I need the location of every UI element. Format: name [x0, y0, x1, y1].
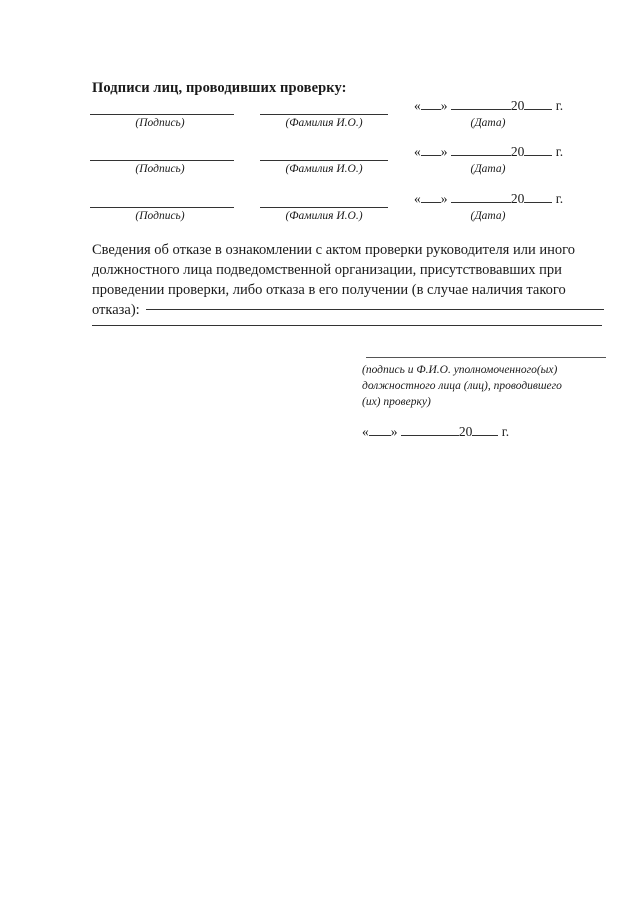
year-prefix: 20 — [510, 98, 525, 113]
year-prefix: 20 — [510, 144, 525, 159]
refusal-line: отказа): — [92, 302, 140, 318]
date-caption: (Дата) — [470, 163, 506, 175]
date-field — [414, 98, 563, 114]
signature-caption: (Подпись) — [135, 163, 185, 175]
year-suffix: г. — [555, 98, 564, 113]
day-blank[interactable] — [421, 191, 441, 203]
date-open-quote: « — [362, 424, 369, 439]
signature-caption: (Подпись) — [135, 210, 185, 222]
signature-caption: (Подпись) — [135, 117, 185, 129]
date-close-quote: » — [390, 424, 398, 439]
name-caption: (Фамилия И.О.) — [285, 163, 363, 175]
year-blank[interactable] — [524, 144, 552, 156]
date-close-quote: » — [440, 191, 448, 206]
authorized-caption-line: (их) проверку) — [362, 396, 431, 408]
year-suffix: г. — [501, 424, 510, 439]
month-blank[interactable] — [451, 98, 511, 110]
date-caption: (Дата) — [470, 117, 506, 129]
name-caption: (Фамилия И.О.) — [285, 117, 363, 129]
signature-row — [0, 100, 640, 140]
authorized-caption-line: должностного лица (лиц), проводившего — [362, 380, 562, 392]
refusal-paragraph — [92, 240, 607, 320]
name-line[interactable] — [260, 160, 388, 161]
signature-row — [0, 146, 640, 186]
date-open-quote: « — [414, 144, 421, 159]
signatures-heading: Подписи лиц, проводивших проверку: — [92, 80, 347, 96]
name-line[interactable] — [260, 207, 388, 208]
date-open-quote: « — [414, 98, 421, 113]
authorized-caption-line: (подпись и Ф.И.О. уполномоченного(ых) — [362, 364, 558, 376]
year-blank[interactable] — [472, 424, 498, 436]
refusal-fill-line[interactable] — [146, 309, 604, 310]
refusal-fill-line[interactable] — [92, 325, 602, 326]
month-blank[interactable] — [451, 144, 511, 156]
date-field — [414, 144, 563, 160]
signature-line[interactable] — [90, 207, 234, 208]
refusal-line: проведении проверки, либо отказа в его получении (в случае наличия такого — [92, 282, 566, 298]
year-suffix: г. — [555, 191, 564, 206]
authorized-caption — [362, 362, 612, 410]
year-blank[interactable] — [524, 98, 552, 110]
year-prefix: 20 — [510, 191, 525, 206]
signature-line[interactable] — [90, 160, 234, 161]
name-line[interactable] — [260, 114, 388, 115]
year-blank[interactable] — [524, 191, 552, 203]
signature-row — [0, 193, 640, 233]
signature-line[interactable] — [90, 114, 234, 115]
date-caption: (Дата) — [470, 210, 506, 222]
date-field — [414, 191, 563, 207]
year-prefix: 20 — [458, 424, 473, 439]
refusal-line: должностного лица подведомственной организации, присутствовавших при — [92, 262, 562, 278]
date-open-quote: « — [414, 191, 421, 206]
date-close-quote: » — [440, 98, 448, 113]
month-blank[interactable] — [401, 424, 459, 436]
day-blank[interactable] — [421, 144, 441, 156]
day-blank[interactable] — [421, 98, 441, 110]
day-blank[interactable] — [369, 424, 391, 436]
authorized-signature-line[interactable] — [366, 357, 606, 358]
name-caption: (Фамилия И.О.) — [285, 210, 363, 222]
refusal-line: Сведения об отказе в ознакомлении с актом проверки руководителя или иного — [92, 242, 575, 258]
date-close-quote: » — [440, 144, 448, 159]
year-suffix: г. — [555, 144, 564, 159]
final-date-field — [362, 424, 509, 440]
month-blank[interactable] — [451, 191, 511, 203]
